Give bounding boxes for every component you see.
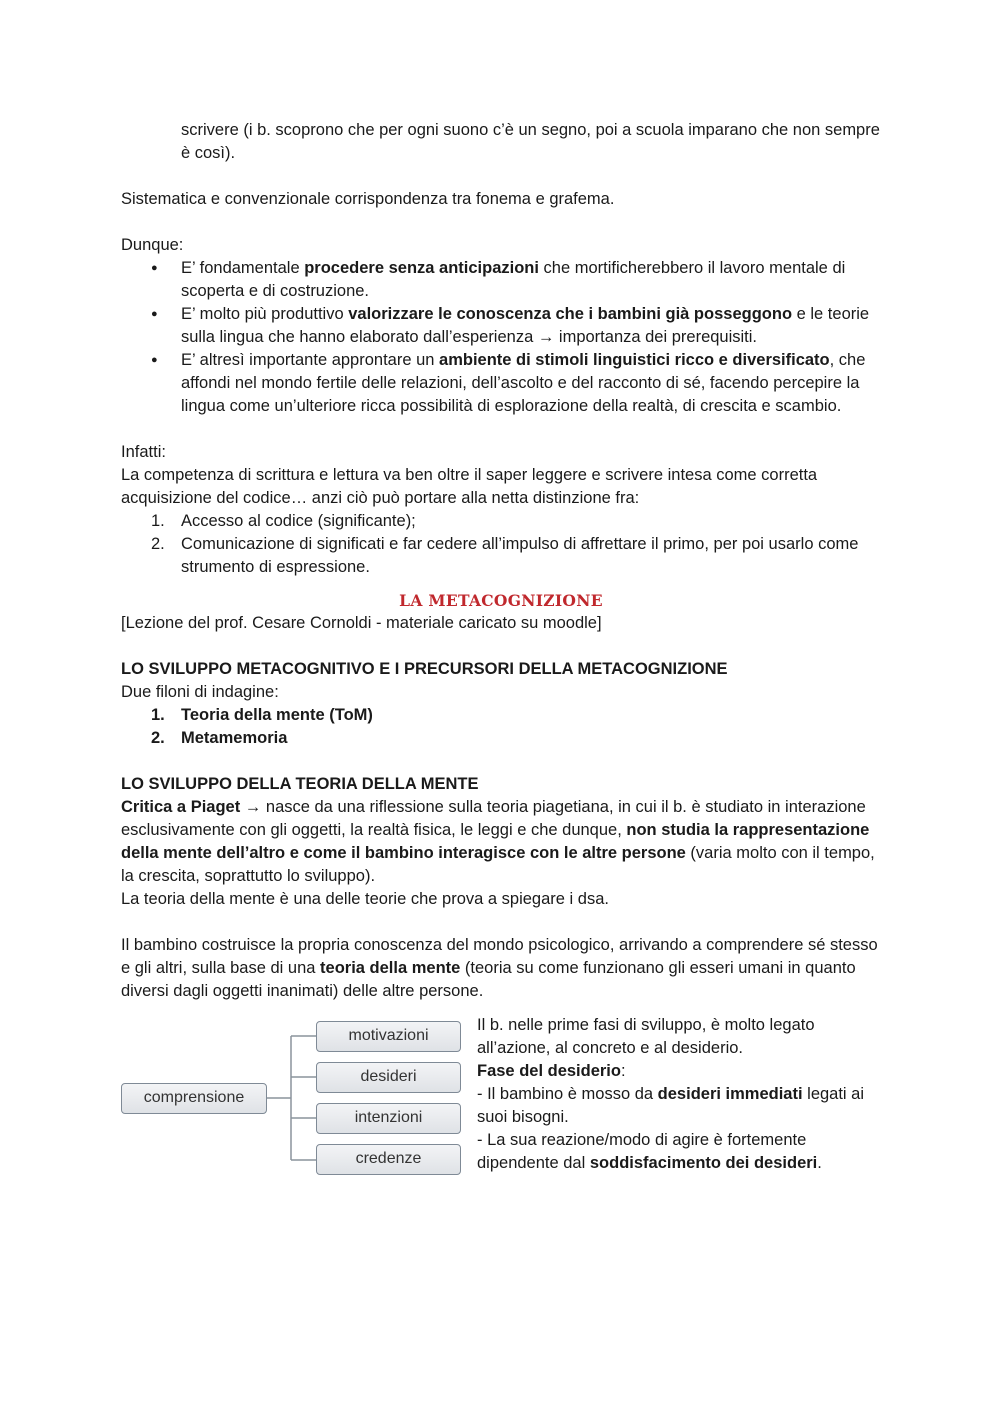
filoni-numbered-list [121,704,881,750]
heading-teoria-della-mente: LO SVILUPPO DELLA TEORIA DELLA MENTE [121,775,479,793]
diagram-section [121,1014,881,1184]
side-item-text: - La sua reazione/modo di agire è fortemente dipendente dal [477,1131,807,1172]
list-number: 2. [151,729,165,747]
critica-bold: Critica a Piaget [121,798,241,816]
critica-text: → nasce da una riflessione sulla teoria piagetiana, in cui il b. è studiato in interazione esclusivamente con gli oggetti, la realtà fisica, le leggi e che dunque, [121,798,866,839]
list-item [121,727,881,750]
bullet-text: che mortificherebbero il lavoro mentale di scoperta e di costruzione. [181,259,846,300]
side-fase-heading [477,1060,881,1083]
paragraph-corrispondenza: Sistematica e convenzionale corrispondenza tra fonema e grafema. [121,190,615,208]
list-item [121,349,881,418]
side-item-text: . [817,1154,822,1172]
side-item-text: - Il bambino è mosso da [477,1085,658,1103]
diagram-child-box: motivazioni [316,1021,461,1052]
list-item-text: Accesso al codice (significante); [181,512,416,530]
bullet-bold-text: procedere senza anticipazioni [304,259,539,277]
heading-sviluppo-metacognitivo: LO SVILUPPO METACOGNITIVO E I PRECURSORI DELLA METACOGNIZIONE [121,660,728,678]
paragraph-bambino [121,934,881,1003]
list-item [121,257,881,303]
list-number: 2. [151,535,165,553]
fase-desiderio-text [477,1014,881,1175]
side-intro: Il b. nelle prime fasi di sviluppo, è molto legato all’azione, al concreto e al desiderio. [477,1016,815,1057]
side-item [477,1083,881,1129]
list-item [121,510,881,533]
side-item-bold: soddisfacimento dei desideri [589,1154,818,1172]
diagram-child-box: desideri [316,1062,461,1093]
bullet-text: E’ molto più produttivo [181,305,349,323]
due-filoni-label: Due filoni di indagine: [121,683,279,701]
section-title: LA METACOGNIZIONE [399,591,603,610]
comprensione-diagram [121,1014,466,1184]
list-number: 1. [151,706,165,724]
list-item-text: Teoria della mente (ToM) [181,706,373,724]
bullet-icon: ● [151,262,158,274]
bullet-text: , che affondi nel mondo fertile delle relazioni, dell’ascolto e del racconto di sé, facendo percepire la lingua come un’ulteriore ricca possibilità di esplorazione della realtà, di crescita e scambio. [181,351,866,415]
side-fase-bold: Fase del desiderio [477,1062,621,1080]
side-item-text: legati ai suoi bisogni. [477,1085,865,1126]
bambino-bold: teoria della mente [320,959,461,977]
paragraph-scrivere: scrivere (i b. scoprono che per ogni suono c’è un segno, poi a scuola imparano che non sempre è così). [181,121,880,162]
critica-text: (varia molto con il tempo, la crescita, soprattutto lo sviluppo). [121,844,875,885]
bullet-bold-text: valorizzare le conoscenza che i bambini già posseggono [348,305,793,323]
dunque-label: Dunque: [121,236,184,254]
list-number: 1. [151,512,165,530]
list-item-text: Comunicazione di significati e far cedere all’impulso di affrettare il primo, per poi usarlo come strumento di espressione. [181,535,859,576]
bullet-text: e le teorie sulla lingua che hanno elaborato dall’esperienza → importanza dei prerequisiti. [181,305,870,346]
paragraph-dsa: La teoria della mente è una delle teorie che prova a spiegare i dsa. [121,890,609,908]
list-item-text: Metamemoria [181,729,288,747]
diagram-root-box: comprensione [121,1083,267,1114]
side-item-bold: desideri immediati [657,1085,803,1103]
dunque-bullet-list [121,257,881,418]
lecture-note: [Lezione del prof. Cesare Cornoldi - materiale caricato su moodle] [121,614,602,632]
critica-bold: non studia la rappresentazione della mente dell’altro e come il bambino interagisce con le altre persone [121,821,870,862]
bambino-text: (teoria su come funzionano gli esseri umani in quanto diversi dagli oggetti inanimati) delle altre persone. [121,959,856,1000]
bullet-icon: ● [151,354,158,366]
side-fase-colon: : [620,1062,626,1080]
document-page [121,119,881,1184]
bullet-text: E’ fondamentale [181,259,305,277]
list-item [121,303,881,349]
bullet-bold-text: ambiente di stimoli linguistici ricco e diversificato [439,351,830,369]
infatti-numbered-list [121,510,881,579]
paragraph-competenza: La competenza di scrittura e lettura va ben oltre il saper leggere e scrivere intesa come corretta acquisizione del codice… anzi ciò può portare alla netta distinzione fra: [121,466,818,507]
diagram-child-box: credenze [316,1144,461,1175]
bambino-text: Il bambino costruisce la propria conoscenza del mondo psicologico, arrivando a comprendere sé stesso e gli altri, sulla base di una [121,936,878,977]
paragraph-critica-piaget [121,796,881,888]
diagram-child-box: intenzioni [316,1103,461,1134]
list-item [121,533,881,579]
list-item [121,704,881,727]
infatti-label: Infatti: [121,443,166,461]
side-item [477,1129,881,1175]
bullet-text: E’ altresì importante approntare un [181,351,440,369]
bullet-icon: ● [151,308,158,320]
